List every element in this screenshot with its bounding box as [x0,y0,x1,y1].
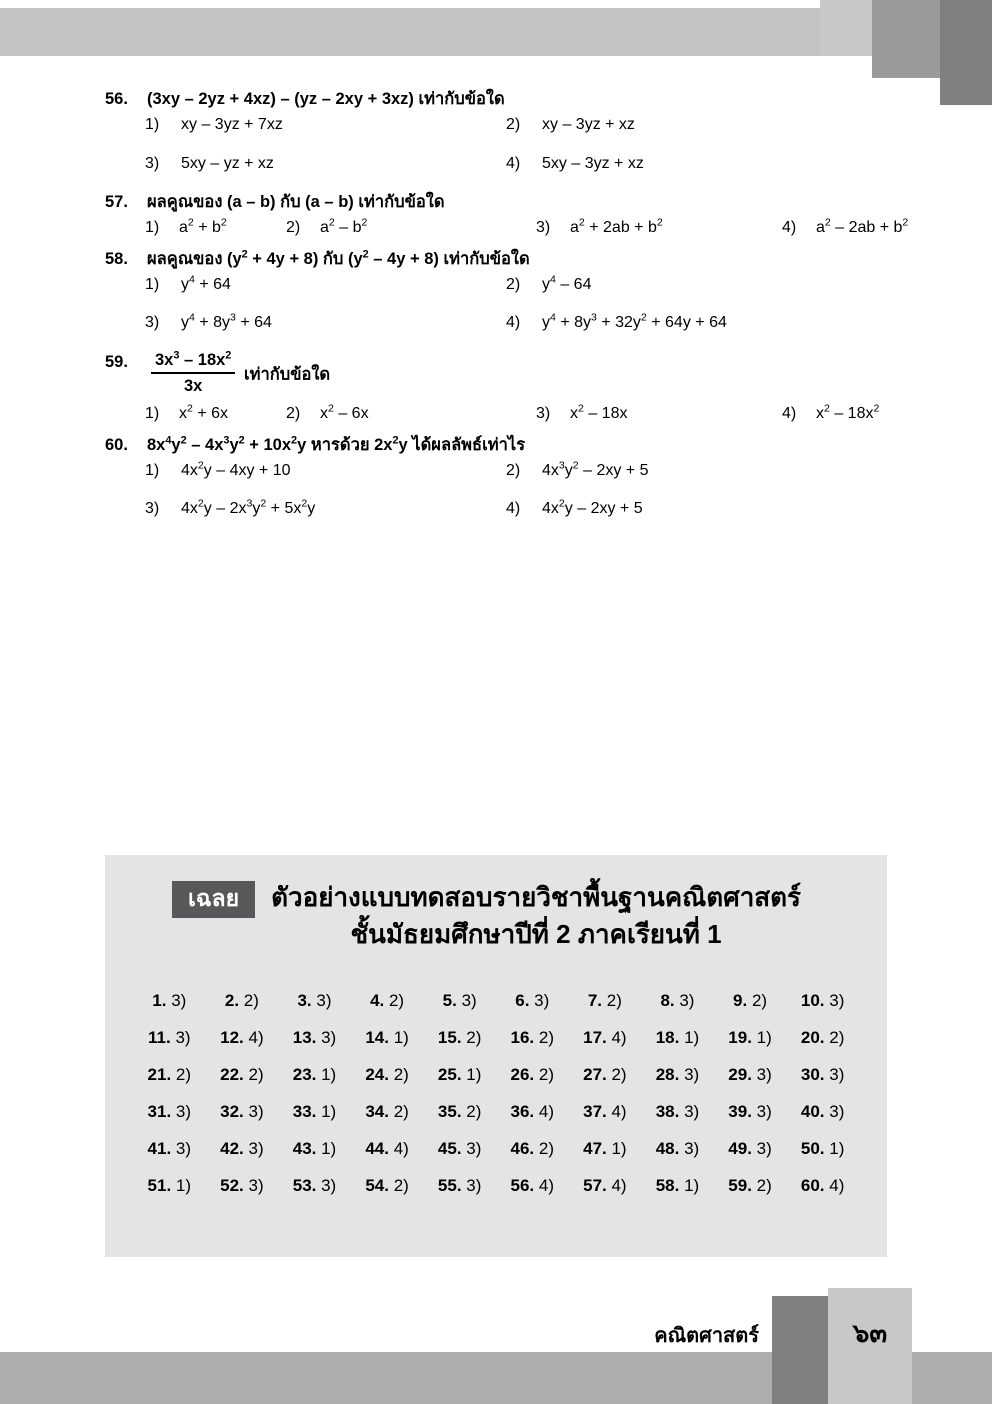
answer-key-cell [569,1139,642,1159]
answer-key-cell [786,991,859,1011]
answer-key-cell [278,1065,351,1085]
answer-key-cell [496,1065,569,1085]
header-band [0,8,872,56]
option-text: $x^2 + 6x$ [179,402,229,423]
answer-key-cell [351,1065,424,1085]
answer-key-question-number: 30. [800,1065,825,1085]
answer-key-choice: 1) [679,1028,700,1048]
option-text: $a^2 - 2ab + b^2$ [816,216,909,237]
option-label: 3) [145,314,160,332]
answer-key-choice: 3) [529,991,550,1011]
answer-key-question-number: 34. [365,1102,389,1122]
answer-key-cell [278,1139,351,1159]
answer-option[interactable] [0,153,496,191]
question-item [0,434,992,537]
answer-key-question-number: 17. [583,1028,607,1048]
answer-key-cell [641,1028,714,1048]
answer-key-question-number: 3. [297,991,312,1011]
answer-key-cell [641,1065,714,1085]
answer-key-question-number: 60. [800,1176,825,1196]
answer-key-question-number: 48. [655,1139,680,1159]
answer-key-cell [206,1139,279,1159]
answer-key-cell [714,991,787,1011]
answer-key-question-number: 19. [728,1028,752,1048]
question-stem [0,191,992,213]
answer-key-cell [641,1176,714,1196]
answer-key-question-number: 47. [583,1139,607,1159]
answer-key-question-number: 38. [655,1102,680,1122]
answer-option[interactable] [0,498,496,536]
answer-key-choice: 2) [606,1065,627,1085]
answer-key-choice: 3) [243,1176,264,1196]
answer-key-row [133,1065,859,1085]
answer-key-question-number: 50. [800,1139,825,1159]
option-text: $4x^2y - 2x^3y^2 + 5x^2y$ [181,498,316,518]
option-text: $a^2 - b^2$ [320,216,368,237]
answer-key-choice: 2) [602,991,622,1011]
option-label: 4) [506,314,521,332]
answer-key-choice: 3) [243,1102,264,1122]
question-item [0,248,992,351]
question-number: 60. [105,435,128,454]
question-list [0,88,992,537]
answer-key-cell [423,1139,496,1159]
answer-key-question-number: 7. [587,991,603,1011]
option-group [0,403,992,433]
answer-key-badge: เฉลย [172,881,255,918]
answer-key-choice: 3) [751,1139,772,1159]
answer-key-choice: 3) [170,1028,191,1048]
option-text: $4x^2y - 2xy + 5$ [542,498,643,518]
answer-key-cell [569,1028,642,1048]
answer-key-choice: 2) [461,1028,482,1048]
option-label: 2) [506,461,521,479]
answer-option[interactable] [496,153,992,191]
answer-key-question-number: 35. [437,1102,462,1122]
answer-key-cell [714,1028,787,1048]
answer-key-grid [105,991,887,1196]
option-text: 5xy – yz + xz [181,154,274,172]
question-text: $\frac{3x^3 - 18x^2}{3x}$ เท่ากับข้อใด [147,351,992,400]
answer-key-question-number: 1. [152,991,167,1011]
answer-key-choice: 4) [243,1028,264,1048]
answer-key-question-number: 49. [728,1139,752,1159]
answer-key-choice: 2) [534,1065,554,1085]
option-label: 1) [145,405,160,423]
answer-key-cell [206,1028,279,1048]
option-label: 2) [506,116,521,134]
answer-key-question-number: 32. [220,1102,244,1122]
answer-key-row [133,991,859,1011]
option-text: xy – 3yz + xz [542,116,635,134]
answer-key-question-number: 36. [510,1102,535,1122]
answer-key-question-number: 54. [365,1176,389,1196]
option-text: $y^4 + 64$ [181,273,231,293]
answer-key-choice: 4) [388,1139,409,1159]
answer-key-question-number: 37. [583,1102,607,1122]
answer-key-cell [206,991,279,1011]
option-text: $x^2 - 6x$ [320,402,369,423]
answer-key-choice: 3) [824,1065,845,1085]
answer-key-question-number: 33. [292,1102,317,1122]
answer-option[interactable] [496,217,744,247]
option-text: 5xy – 3yz + xz [542,154,644,172]
answer-key-cell [496,991,569,1011]
answer-key-choice: 3) [674,991,695,1011]
answer-key-question-number: 5. [442,991,457,1011]
answer-option[interactable] [496,274,992,312]
question-text: ผลคูณของ $(y^2 + 4y + 8)$ กับ $(y^2 - 4y + 8)$ เท่ากับข้อใด [147,248,530,268]
answer-key-cell [278,1102,351,1122]
answer-key-question-number: 15. [437,1028,462,1048]
option-label: 4) [506,500,521,518]
answer-key-question-number: 28. [655,1065,680,1085]
answer-option[interactable] [0,217,248,247]
question-stem [0,88,992,110]
option-text: $y^4 + 8y^3 + 64$ [181,312,272,332]
option-group [0,217,992,247]
answer-key-question-number: 56. [510,1176,535,1196]
answer-key-question-number: 31. [147,1102,172,1122]
question-item [0,88,992,191]
answer-key-row [133,1176,859,1196]
answer-key-cell [423,991,496,1011]
answer-key-choice: 4) [606,1028,627,1048]
answer-key-question-number: 43. [292,1139,317,1159]
page-number: ๖๓ [852,1318,888,1348]
answer-key-row [133,1139,859,1159]
option-text: xy – 3yz + 7xz [181,116,283,134]
answer-key-question-number: 21. [147,1065,172,1085]
footer-block-dark [772,1296,828,1404]
answer-key-choice: 1) [316,1065,337,1085]
question-number: 58. [105,249,128,268]
answer-key-question-number: 12. [220,1028,244,1048]
option-text: $4x^3y^2 - 2xy + 5$ [542,459,649,479]
answer-key-choice: 2) [243,1065,264,1085]
answer-key-cell [278,991,351,1011]
answer-key-row [133,1102,859,1122]
question-stem [0,434,992,456]
answer-key-choice: 3) [456,991,477,1011]
option-label: 3) [536,219,551,237]
answer-key-choice: 1) [751,1028,772,1048]
answer-key-choice: 3) [679,1102,700,1122]
answer-key-cell [351,1028,424,1048]
option-group [0,274,992,351]
answer-key-cell [133,991,206,1011]
answer-key-question-number: 10. [800,991,825,1011]
answer-key-choice: 3) [243,1139,264,1159]
answer-key-cell [641,991,714,1011]
answer-key-cell [423,1176,496,1196]
answer-key-choice: 3) [751,1065,772,1085]
answer-key-cell [351,1139,424,1159]
answer-key-cell [206,1065,279,1085]
answer-key-question-number: 14. [365,1028,389,1048]
answer-key-choice: 3) [166,991,187,1011]
option-text: $a^2 + b^2$ [179,216,227,237]
answer-key-question-number: 40. [800,1102,825,1122]
answer-key-cell [351,1102,424,1122]
answer-option[interactable] [744,403,992,433]
answer-key-choice: 2) [239,991,259,1011]
answer-key-cell [351,1176,424,1196]
answer-key-cell [423,1102,496,1122]
answer-option[interactable] [744,217,992,247]
option-text: $x^2 - 18x^2$ [816,402,880,423]
answer-key-choice: 2) [388,1065,409,1085]
option-label: 1) [145,461,160,479]
answer-key-choice: 2) [388,1102,409,1122]
answer-key-choice: 3) [171,1102,192,1122]
answer-key-titles [271,881,801,951]
answer-key-question-number: 22. [220,1065,244,1085]
question-item [0,191,992,248]
answer-key-cell [133,1139,206,1159]
answer-key-question-number: 55. [437,1176,462,1196]
answer-key-cell [133,1028,206,1048]
answer-key-choice: 4) [606,1176,627,1196]
answer-key-question-number: 58. [655,1176,680,1196]
answer-key-question-number: 4. [370,991,385,1011]
option-label: 1) [145,275,160,293]
answer-key-cell [206,1102,279,1122]
option-label: 3) [536,405,551,423]
answer-option[interactable] [496,403,744,433]
answer-key-cell [714,1065,787,1085]
answer-option[interactable] [496,498,992,536]
answer-key-question-number: 8. [660,991,675,1011]
option-label: 2) [506,275,521,293]
answer-key-choice: 2) [171,1065,192,1085]
answer-key-choice: 1) [316,1139,337,1159]
answer-option[interactable] [248,217,496,247]
answer-key-question-number: 51. [147,1176,172,1196]
answer-key-choice: 1) [824,1139,845,1159]
answer-key-choice: 3) [311,991,332,1011]
answer-key-cell [569,1065,642,1085]
answer-key-question-number: 16. [510,1028,535,1048]
answer-key-cell [496,1176,569,1196]
option-label: 2) [286,219,301,237]
answer-option[interactable] [496,312,992,350]
answer-key-cell [206,1176,279,1196]
answer-key-cell [641,1102,714,1122]
answer-key-question-number: 42. [220,1139,244,1159]
question-text: $8x^4y^2 - 4x^3y^2 + 10x^2y$ หารด้วย $2x^2y$ ได้ผลลัพธ์เท่าไร [147,434,526,454]
question-stem [0,351,992,400]
answer-key-question-number: 27. [583,1065,607,1085]
option-label: 4) [782,405,797,423]
answer-key-cell [786,1102,859,1122]
answer-key-cell [714,1176,787,1196]
answer-key-question-number: 41. [147,1139,172,1159]
answer-key-cell [496,1028,569,1048]
answer-key-choice: 1) [679,1176,700,1196]
option-label: 4) [506,154,521,172]
question-text: (3xy – 2yz + 4xz) – (yz – 2xy + 3xz) เท่ากับข้อใด [147,90,505,108]
answer-key-cell [133,1102,206,1122]
answer-key-panel [105,855,887,1257]
answer-key-cell [569,991,642,1011]
answer-key-choice: 2) [388,1176,409,1196]
question-stem [0,248,992,270]
answer-key-header [105,855,887,951]
answer-key-choice: 2) [384,991,405,1011]
option-text: $4x^2y - 4xy + 10$ [181,459,291,479]
answer-key-choice: 1) [316,1102,337,1122]
question-number: 57. [105,193,128,212]
answer-key-question-number: 11. [148,1028,171,1048]
answer-key-cell [278,1028,351,1048]
answer-key-row [133,1028,859,1048]
answer-key-cell [714,1102,787,1122]
question-number: 56. [105,90,128,108]
header-block-light [820,0,872,56]
answer-key-cell [496,1102,569,1122]
answer-key-question-number: 57. [583,1176,607,1196]
answer-key-question-number: 59. [728,1176,752,1196]
answer-key-question-number: 25. [437,1065,462,1085]
question-item [0,351,992,434]
answer-key-question-number: 39. [728,1102,752,1122]
answer-key-choice: 4) [824,1176,845,1196]
answer-key-cell [786,1139,859,1159]
answer-key-choice: 4) [606,1102,627,1122]
answer-option[interactable] [0,460,496,498]
answer-option[interactable] [0,403,248,433]
answer-key-cell [786,1065,859,1085]
answer-key-choice: 3) [461,1176,482,1196]
answer-key-choice: 3) [461,1139,482,1159]
answer-key-question-number: 23. [292,1065,317,1085]
answer-key-choice: 1) [606,1139,627,1159]
answer-option[interactable] [0,114,496,152]
answer-key-question-number: 53. [292,1176,317,1196]
answer-key-question-number: 44. [365,1139,389,1159]
answer-key-choice: 2) [534,1139,554,1159]
answer-key-choice: 1) [461,1065,482,1085]
answer-key-question-number: 13. [292,1028,317,1048]
footer-band [0,1352,772,1404]
answer-key-question-number: 6. [515,991,530,1011]
footer-block-medium [912,1352,992,1404]
option-label: 1) [145,219,160,237]
answer-key-choice: 4) [534,1176,554,1196]
answer-option[interactable] [0,274,496,312]
answer-key-choice: 4) [534,1102,554,1122]
option-label: 4) [782,219,797,237]
answer-key-question-number: 26. [510,1065,535,1085]
footer-subject-label: คณิตศาสตร์ [654,1325,759,1347]
answer-key-choice: 3) [171,1139,192,1159]
answer-option[interactable] [496,460,992,498]
option-text: $x^2 - 18x$ [570,402,628,423]
answer-key-cell [496,1139,569,1159]
answer-key-choice: 2) [534,1028,554,1048]
option-label: 3) [145,154,160,172]
answer-key-cell [786,1176,859,1196]
answer-key-choice: 2) [751,1176,772,1196]
option-text: $y^4 - 64$ [542,273,592,293]
answer-key-choice: 3) [824,1102,845,1122]
option-text: $y^4 + 8y^3 + 32y^2 + 64y + 64$ [542,312,727,332]
option-label: 3) [145,500,160,518]
answer-option[interactable] [0,312,496,350]
option-group [0,114,992,191]
answer-key-choice: 2) [747,991,768,1011]
answer-key-title-line1: ตัวอย่างแบบทดสอบรายวิชาพื้นฐานคณิตศาสตร์ [271,882,802,912]
header-block-medium [872,0,940,78]
option-group [0,460,992,537]
answer-key-cell [351,991,424,1011]
option-label: 1) [145,116,160,134]
answer-key-title-line2: ชั้นมัธยมศึกษาปีที่ 2 ภาคเรียนที่ 1 [350,918,722,949]
answer-key-question-number: 18. [655,1028,680,1048]
answer-key-choice: 3) [824,991,845,1011]
answer-key-question-number: 24. [365,1065,389,1085]
answer-key-choice: 3) [679,1139,700,1159]
answer-option[interactable] [496,114,992,152]
question-text: ผลคูณของ (a – b) กับ (a – b) เท่ากับข้อใด [147,193,445,212]
answer-key-choice: 3) [316,1028,337,1048]
answer-key-choice: 2) [461,1102,482,1122]
answer-key-question-number: 46. [510,1139,535,1159]
answer-key-choice: 1) [388,1028,409,1048]
answer-key-cell [569,1102,642,1122]
answer-key-question-number: 2. [224,991,240,1011]
answer-key-cell [423,1028,496,1048]
answer-key-question-number: 29. [728,1065,752,1085]
answer-option[interactable] [248,403,496,433]
answer-key-cell [423,1065,496,1085]
answer-key-choice: 2) [824,1028,845,1048]
answer-key-choice: 3) [679,1065,700,1085]
option-text: $a^2 + 2ab + b^2$ [570,216,663,237]
answer-key-cell [641,1139,714,1159]
question-number: 59. [105,352,128,371]
answer-key-choice: 1) [171,1176,192,1196]
answer-key-question-number: 45. [437,1139,462,1159]
answer-key-cell [133,1065,206,1085]
answer-key-question-number: 20. [800,1028,825,1048]
answer-key-choice: 3) [751,1102,772,1122]
answer-key-cell [786,1028,859,1048]
answer-key-question-number: 9. [733,991,748,1011]
answer-key-question-number: 52. [220,1176,244,1196]
answer-key-cell [278,1176,351,1196]
answer-key-cell [133,1176,206,1196]
answer-key-cell [569,1176,642,1196]
option-label: 2) [286,405,301,423]
answer-key-choice: 3) [316,1176,337,1196]
answer-key-cell [714,1139,787,1159]
